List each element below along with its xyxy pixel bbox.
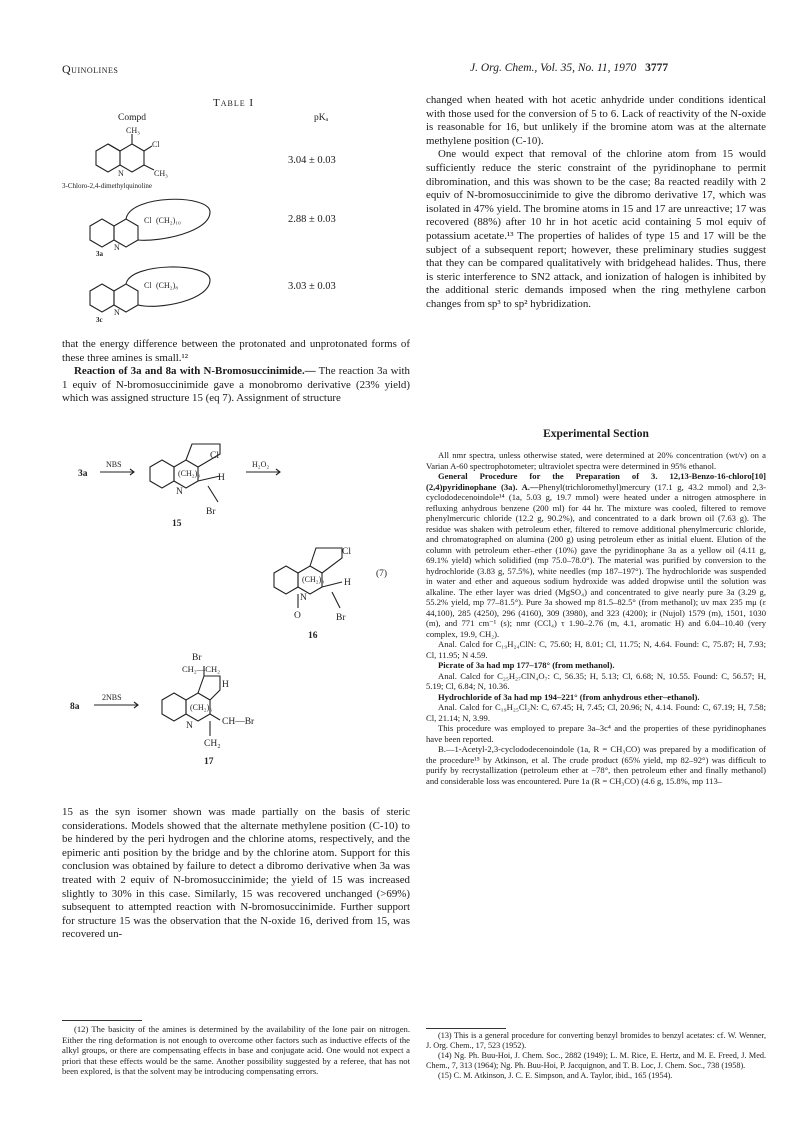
label-16: 16 <box>308 631 318 641</box>
running-head-right <box>470 62 668 74</box>
s15-n: N <box>176 487 183 497</box>
label-ch3-bot: CH₃ <box>154 169 168 178</box>
table-compd-3: 3c <box>96 316 103 324</box>
label-ch3-top: CH₃ <box>126 126 140 135</box>
paragraph: One would expect that removal of the chlorine atom from 15 would sufficiently reduce the steric constraint of the pyridinophane to permit dibromination, and this was shown to be the case; 8a reacted readily with 2 equiv of N-bromosuccinimide to give the dibromo derivative 17, which was isolated in 47% yield. The bromine atoms in 15 and 17 are unreactive; 17 was recovered (88%) after 10 hr in hot acetic acid containing 5 mol equiv of potassium acetate.¹³ The properties of halides of type 15 and 17 will be the subject of a subsequent report; however, these preliminary studies suggest that they can be compared qualitatively with bridgehead halides. Thus, there is steric interference to SN2 attack, and ionization of halogen is inhibited by the additional steric demands imposed when the ring methylene carbon changes from sp³ to sp² hybridization. <box>426 148 766 310</box>
footnote-text: (12) The basicity of the amines is determined by the availability of the lone pair on nitrogen. Either the ring deformation is not enough to overcome other factors such as inductive effects of the alkyl groups, or there are compensating effects in base and conjugate acid. One would not expect a priori that these effects would be the same. Another possibility suggested by a referee, that has not been explored, is that the solvent may be introducing compensating errors. <box>62 1024 410 1076</box>
table-compd-1: 3-Chloro-2,4-dimethylquinoline <box>62 182 153 190</box>
left-column-upper <box>62 338 410 406</box>
label-ch2-8: (CH₂)₈ <box>156 281 179 290</box>
label-n-1: N <box>118 169 124 178</box>
paragraph: 15 as the syn isomer shown was made partially on the basis of steric considerations. Models showed that the alternate methylene position (C-10) to be hindered by the peri hydrogen and the chlorine atoms, respectively, and the epimeric anti position by the bridge and by the chlorine atom. Support for this conclusion was obtained by failure to detect a dibromo derivative when 3a was treated with 2 equiv of N-bromosuccinimide; the yield of 15 was increased slightly to 30% in this case. Similarly, 15 was recovered unchanged (>69%) subsequent to attempted reaction with N-bromosuccinimide. Further support for structure 15 was the observation that the N-oxide 16, derived from 15, was recovered un- <box>62 806 410 941</box>
section-heading: Experimental Section <box>543 428 649 440</box>
scheme-arrow1-label: NBS <box>106 460 122 469</box>
footnote-15: (15) C. M. Atkinson, J. C. E. Simpson, and A. Taylor, ibid., 165 (1954). <box>438 1071 673 1080</box>
reaction-scheme <box>70 438 410 768</box>
paragraph: B.—1-Acetyl-2,3-cyclododecenoindole (1a, R = CH₃CO) was prepared by a modification of the procedure¹⁵ by Atkinson, et al. The crude product (65% yield, mp 82–92°) was difficult to purify by recrystallization (petroleum ether at −78°, then petroleum ether and finally methanol) and considerable loss was encountered. Pure 1a (R = CH₃CO) (4.6 g, 15.8%, mp 113– <box>426 744 766 786</box>
paragraph <box>62 365 410 406</box>
s15-br: Br <box>206 507 216 517</box>
paragraph: Hydrochloride of 3a had mp 194–221° (from anhydrous ether–ethanol). <box>438 691 700 702</box>
table-structures <box>60 124 300 334</box>
paragraph: Picrate of 3a had mp 177–178° (from methanol). <box>438 660 615 670</box>
footnote-13: (13) This is a general procedure for converting benzyl bromides to benzyl acetates: cf. W. Wenner, J. Org. Chem., 17, 523 (1952). <box>426 1031 766 1050</box>
paragraph: that the energy difference between the protonated and unprotonated forms of these three amines is small.¹² <box>62 338 410 364</box>
label-n-2: N <box>114 243 120 252</box>
experimental-text <box>426 450 766 786</box>
label-17: 17 <box>204 757 214 767</box>
label-15: 15 <box>172 519 182 529</box>
journal-citation: J. Org. Chem., Vol. 35, No. 11, 1970 <box>470 62 637 74</box>
s16-cl: Cl <box>342 547 351 557</box>
footnote-12 <box>62 1024 410 1077</box>
footnote-rule-right <box>426 1028 506 1029</box>
s17-ch2: (CH₂)₆ <box>190 703 213 712</box>
s17-ch2ch2: CH₂—CH₂ <box>182 664 221 674</box>
paragraph <box>426 471 766 639</box>
right-column-upper <box>426 94 766 312</box>
scheme-arrow2-label: H₂O₂ <box>252 460 270 469</box>
footnote-14: (14) Ng. Ph. Buu-Hoi, J. Chem. Soc., 2882 (1949); L. M. Rice, E. Hertz, and M. E. Freed, J. Med. Chem., 7, 313 (1964); Ng. Ph. Buu-Hoi, P. Jacquignon, and T. B. Loc, J. Chem. Soc., 738 (1958). <box>426 1051 766 1070</box>
paragraph: This procedure was employed to prepare 3a–3c⁴ and the properties of these pyridinophanes have been reported. <box>426 723 766 744</box>
eq-number: (7) <box>376 569 388 579</box>
table-pka-1: 3.04 ± 0.03 <box>288 155 336 166</box>
s16-h: H <box>344 578 351 588</box>
label-cl-1: Cl <box>152 140 160 149</box>
s15-h: H <box>218 473 225 483</box>
table-header-compd: Compd <box>118 113 146 123</box>
table-compd-2: 3a <box>96 250 103 258</box>
table-pka-2: 2.88 ± 0.03 <box>288 214 336 225</box>
running-head-left: Quinolines <box>62 62 119 76</box>
s17-br-top: Br <box>192 653 202 663</box>
scheme-start-8a: 8a <box>70 702 80 712</box>
footnotes-right <box>426 1031 766 1081</box>
paragraph-text: The reaction 3a with 1 equiv of N-bromosuccinimide gave a monobromo derivative (23% yield) which was assigned structure 15 (eq 7). Assignment of structure <box>62 365 411 405</box>
s17-chbr: CH—Br <box>222 717 255 727</box>
scheme-start-3a: 3a <box>78 469 88 479</box>
label-ch2-10: (CH₂)₁₀ <box>156 216 181 225</box>
s16-ch2: (CH₂)₈ <box>302 575 325 584</box>
label-cl-2: Cl <box>144 216 152 225</box>
scheme-arrow3-label: 2NBS <box>102 693 122 702</box>
footnote-rule <box>62 1020 142 1021</box>
table-pka-3: 3.03 ± 0.03 <box>288 281 336 292</box>
paragraph-heading: General Procedure for the Preparation of 3. 12,13-Benzo-16-chloro[10](2,4)pyridinophane (3a). A.— <box>426 471 766 492</box>
paragraph: Anal. Calcd for C₂₅H₂₇ClN₄O₇: C, 56.35; H, 5.13; Cl, 6.68; N, 10.55. Found: C, 56.57; H, 5.19; Cl, 6.84; N, 10.36. <box>426 670 766 691</box>
s17-ch2-bot: CH₂ <box>204 739 221 749</box>
page-number: 3777 <box>645 62 669 74</box>
paragraph: Anal. Calcd for C₁₉H₂₄ClN: C, 75.60; H, 8.01; Cl, 11.75; N, 4.64. Found: C, 75.87; H, 7.93; Cl, 11.95; N 4.59. <box>426 639 766 660</box>
s16-n: N <box>300 593 307 603</box>
s17-n: N <box>186 721 193 731</box>
s15-ch2: (CH₂)₈ <box>178 469 201 478</box>
paragraph: changed when heated with hot acetic anhydride under conditions identical with those used for the conversion of 5 to 6. Lack of reactivity of the N-oxide is reasonable for 16, but unlikely if the bromine atom was at the alternate methylene position (C-10). <box>426 94 766 147</box>
paragraph-text: Phenyl(trichloromethyl)mercury (17.1 g, 43.2 mmol) and 2,3-cyclododecenoindole¹⁴ (1a, 5.03 g, 19.7 mmol) were heated under a nitrogen atmosphere in refluxing anhydrous benzene (200 ml) for 44 hr. The mixture was cooled, filtered to remove phenylmercuric chloride (12.2 g, 90.2%), and concentrated to a dark brown oil (7.63 g). The residue was shaken with petroleum ether, filtered to remove additional phenylmercuric chloride, and chromatographed on alumina (200 g) using petroleum ether as initial eluent. Elution of the column with petroleum ether–ether (10%) gave the pyridinophane 3a as a yellow oil (4.11 g, 69.1% yield) which solidified (mp 75.0–78.0°). The material was purified by conversion to the hydrochloride (3.83 g, 57.5%), white needles (mp 187–197°). The hydrochloride was suspended in water and ether and aqueous sodium hydroxide was added dropwise until the solution was alkaline. The ether layer was dried (MgSO₄) and concentrated to give nearly pure 3a (3.29 g, 55.2% yield, mp 77–81.5°). Pure 3a showed mp 81.5–82.5° (from methanol); uv max 235 mμ (ε 44,100), 285 (4250), 296 (4160), 309 (3980), and 323 (4200); ir (Nujol) 1579 (m), 1501, 1030 (m), and 771 cm⁻¹ (s); nmr (CCl₄) τ 1.90–2.76 (m, 4.1, aromatic H) and 6.04–10.40 (very complex, 19.9, CH₂). <box>426 481 766 639</box>
left-column-lower <box>62 806 410 942</box>
s16-o: O <box>294 611 301 621</box>
table-header-pka: pKₐ <box>314 113 329 123</box>
table-title: Table I <box>213 97 255 109</box>
s15-cl: Cl <box>210 451 219 461</box>
paragraph-heading: Reaction of 3a and 8a with N-Bromosuccinimide.— <box>74 365 316 378</box>
label-n-3: N <box>114 308 120 317</box>
s16-br: Br <box>336 613 346 623</box>
paragraph: Anal. Calcd for C₁₉H₂₅Cl₂N: C, 67.45; H, 7.45; Cl, 20.96; N, 4.14. Found: C, 67.19; H, 7.58; Cl, 21.14; N, 3.99. <box>426 702 766 723</box>
paragraph: All nmr spectra, unless otherwise stated, were determined at 20% concentration (wt/v) on a Varian A-60 spectrophotometer; ultraviolet spectra were determined in 95% ethanol. <box>426 450 766 471</box>
label-cl-3: Cl <box>144 281 152 290</box>
s17-h: H <box>222 680 229 690</box>
